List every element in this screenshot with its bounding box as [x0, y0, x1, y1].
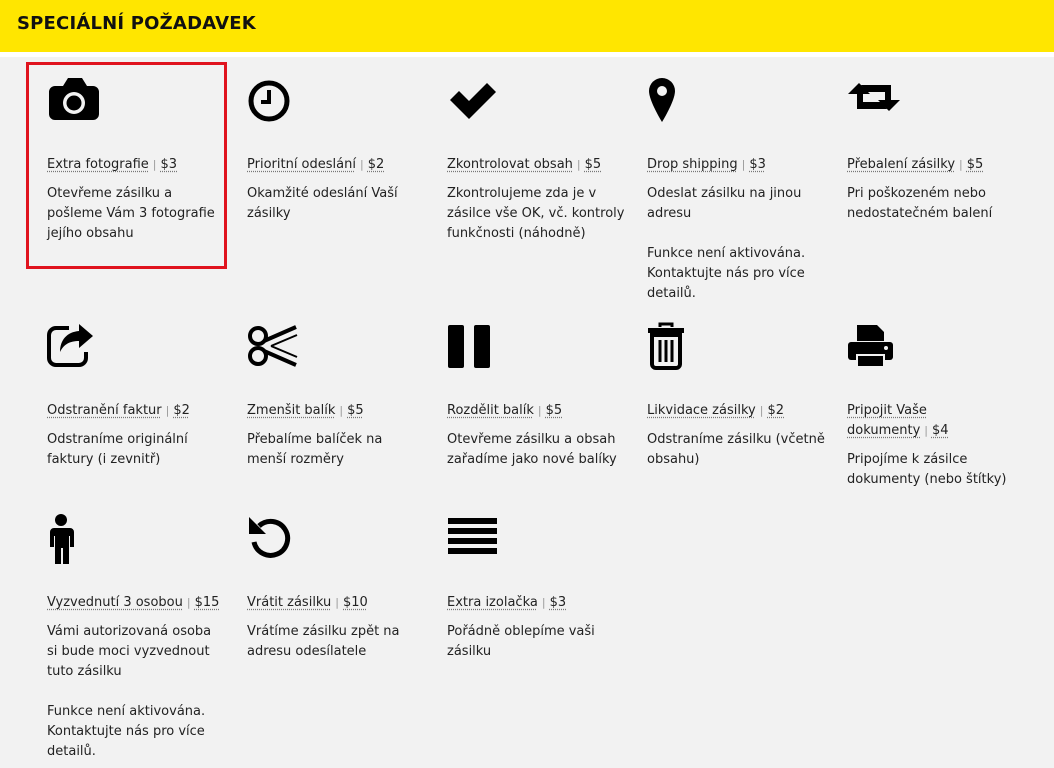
service-price: $15 [194, 595, 220, 610]
service-description: Přebalíme balíček na menší rozměry [247, 432, 383, 467]
service-description: Pri poškozeném nebo nedostatečném balení [847, 186, 993, 221]
undo-icon [247, 514, 307, 562]
service-price: $5 [545, 403, 563, 418]
service-card-prebaleni-zasilky[interactable]: Přebalení zásilky | $5 Pri poškozeném nebo nedostatečném balení [847, 76, 1027, 256]
header-divider [0, 52, 1054, 57]
service-description: Otevřeme zásilku a pošleme Vám 3 fotografie jejího obsahu [47, 186, 215, 241]
service-description: Okamžité odeslání Vaší zásilky [247, 186, 398, 221]
service-price: $2 [767, 403, 784, 418]
service-card-rozdelit-balik[interactable]: Rozdělit balík | $5 Otevřeme zásilku a obsah zařadíme jako nové balíky [447, 322, 627, 482]
service-name[interactable]: Zkontrolovat obsah [447, 157, 573, 172]
service-name[interactable]: Odstranění faktur [47, 403, 162, 418]
selected-card-outline [26, 62, 227, 269]
bars-icon [447, 514, 507, 562]
header-bar [0, 0, 1054, 52]
service-description: Otevřeme zásilku a obsah zařadíme jako nové balíky [447, 432, 617, 467]
service-price: $5 [347, 403, 364, 418]
service-description: Vrátíme zásilku zpět na adresu odesílatele [247, 624, 400, 659]
clock-icon [247, 76, 307, 124]
share-icon [47, 322, 107, 370]
repack-icon [847, 76, 907, 124]
inactive-note: Funkce není aktivována. Kontaktujte nás pro více detailů. [647, 246, 806, 301]
service-name[interactable]: Zmenšit balík [247, 403, 336, 418]
service-price: $4 [931, 423, 949, 438]
service-description: Zkontrolujeme zda je v zásilce vše OK, vč. kontroly funkčnosti (náhodně) [447, 186, 625, 241]
service-name[interactable]: Likvidace zásilky [647, 403, 756, 418]
service-price: $10 [343, 595, 368, 610]
service-price: $3 [549, 595, 567, 610]
checkmark-icon [447, 76, 507, 124]
service-card-prioritni-odeslani[interactable]: Prioritní odeslání | $2 Okamžité odeslání Vaší zásilky [247, 76, 427, 256]
printer-icon [847, 322, 907, 370]
service-price: $3 [160, 157, 178, 172]
service-price: $2 [367, 157, 385, 172]
service-name[interactable]: Rozdělit balík [447, 403, 534, 418]
pause-icon [447, 322, 507, 370]
service-card-odstraneni-faktur[interactable]: Odstranění faktur | $2 Odstraníme originální faktury (i zevnitř) [47, 322, 227, 482]
map-pin-icon [647, 76, 707, 124]
service-card-vyzvednuti-3-osobou[interactable]: Vyzvednutí 3 osobou | $15 Vámi autorizovaná osoba si bude moci vyzvednout tuto zásilku Funkce není aktivována. Kontaktujte nás pro více detailů. [47, 514, 227, 764]
service-card-vratit-zasilku[interactable]: Vrátit zásilku | $10 Vrátíme zásilku zpět na adresu odesílatele [247, 514, 427, 674]
service-price: $3 [749, 157, 766, 172]
service-card-drop-shipping[interactable]: Drop shipping | $3 Odeslat zásilku na jinou adresu Funkce není aktivována. Kontaktujte nás pro více detailů. [647, 76, 827, 306]
service-name[interactable]: Přebalení zásilky [847, 157, 956, 172]
service-card-zkontrolovat-obsah[interactable]: Zkontrolovat obsah | $5 Zkontrolujeme zda je v zásilce vše OK, vč. kontroly funkčnosti (náhodně) [447, 76, 627, 256]
service-description: Pripojíme k zásilce dokumenty (nebo štítky) [847, 452, 1007, 487]
service-name[interactable]: Pripojit Vaše dokumenty [847, 403, 927, 438]
scissors-icon [247, 322, 307, 370]
service-name[interactable]: Drop shipping [647, 157, 738, 172]
service-description: Pořádně oblepíme vaši zásilku [447, 624, 595, 659]
service-price: $5 [966, 157, 984, 172]
service-card-likvidace-zasilky[interactable]: Likvidace zásilky | $2 Odstraníme zásilku (včetně obsahu) [647, 322, 827, 482]
service-price: $2 [173, 403, 190, 418]
service-name[interactable]: Extra izolačka [447, 595, 538, 610]
service-description: Odeslat zásilku na jinou adresu [647, 186, 802, 221]
inactive-note: Funkce není aktivována. Kontaktujte nás pro více detailů. [47, 704, 206, 759]
service-price: $5 [584, 157, 602, 172]
service-description: Vámi autorizovaná osoba si bude moci vyzvednout tuto zásilku [47, 624, 212, 679]
service-card-extra-izolacka[interactable]: Extra izolačka | $3 Pořádně oblepíme vaši zásilku [447, 514, 627, 674]
service-name[interactable]: Vyzvednutí 3 osobou [47, 595, 183, 610]
service-card-zmensit-balik[interactable]: Zmenšit balík | $5 Přebalíme balíček na menší rozměry [247, 322, 427, 482]
service-card-extra-fotografie[interactable]: Extra fotografie | $3 Otevřeme zásilku a pošleme Vám 3 fotografie jejího obsahu [47, 76, 227, 256]
service-name[interactable]: Prioritní odeslání [247, 157, 356, 172]
service-name[interactable]: Extra fotografie [47, 157, 149, 172]
trash-icon [647, 322, 707, 370]
service-name[interactable]: Vrátit zásilku [247, 595, 332, 610]
page-title: SPECIÁLNÍ POŽADAVEK [17, 13, 256, 34]
service-card-pripojit-dokumenty[interactable]: Pripojit Vaše dokumenty | $4 Pripojíme k zásilce dokumenty (nebo štítky) [847, 322, 1027, 502]
service-description: Odstraníme zásilku (včetně obsahu) [647, 432, 825, 467]
person-icon [47, 514, 107, 562]
service-description: Odstraníme originální faktury (i zevnitř) [47, 432, 188, 467]
